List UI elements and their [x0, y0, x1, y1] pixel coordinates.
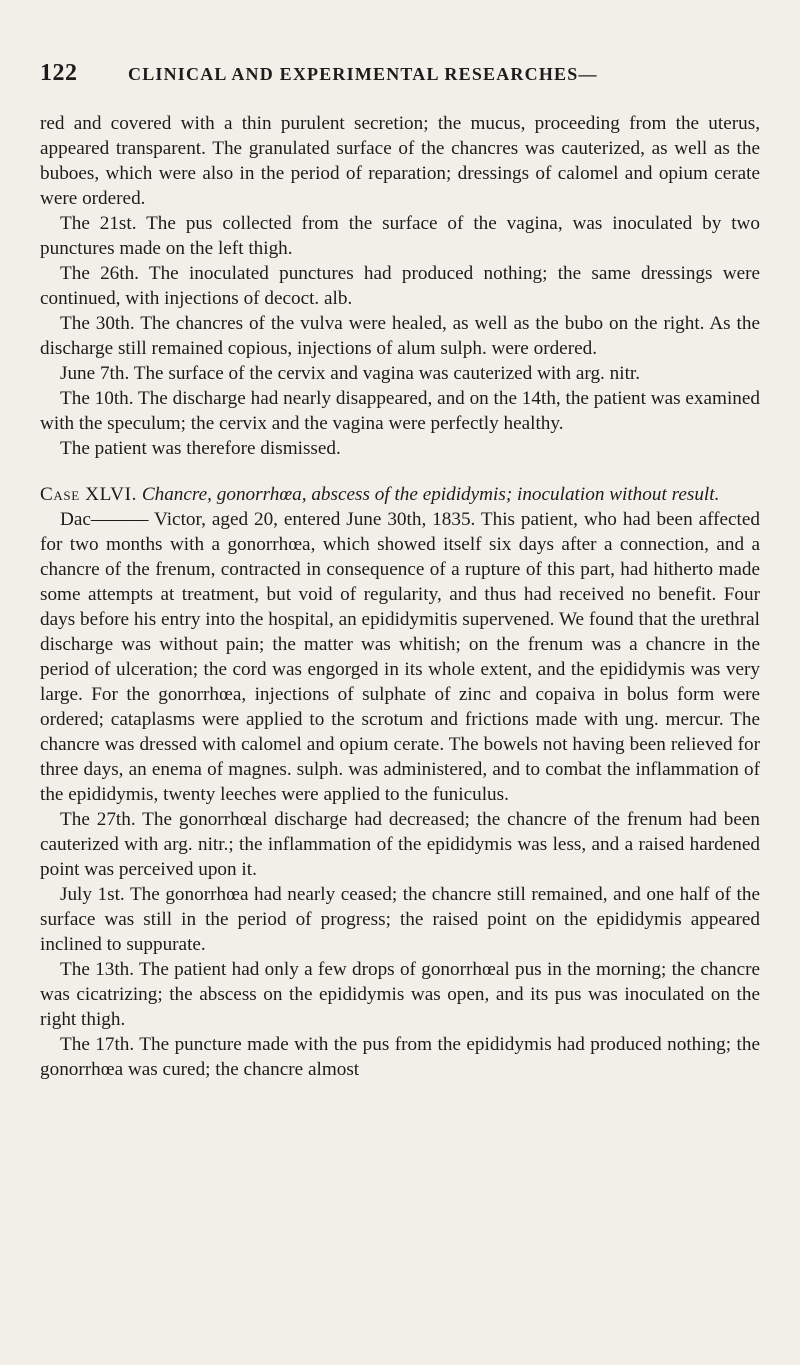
paragraph-21st: The 21st. The pus collected from the surface of the vagina, was inoculated by two punctures made on the left thigh. — [40, 213, 760, 259]
running-head: CLINICAL AND EXPERIMENTAL RESEARCHES— — [128, 64, 598, 84]
case-paragraph-intro: Dac——— Victor, aged 20, entered June 30th, 1835. This patient, who had been affected for two months with a gonorrhœa, which showed itself six days after a connection, and a chancre of the frenum, contracted in consequence of a rupture of this part, had hitherto made some attempts at treatment, but void of regularity, and thus had received no benefit. Four days before his entry into the hospital, an epididymitis supervened. We found that the urethral discharge was without pain; the matter was whitish; on the frenum was a chancre in the period of ulceration; the cord was engorged in its whole extent, and the epididymis was very large. For the gonorrhœa, injections of sulphate of zinc and copaiva in bolus form were ordered; cataplasms were applied to the scrotum and frictions made with ung. mercur. The chancre was dressed with calomel and opium cerate. The bowels not having been relieved for three days, an enema of magnes. sulph. was administered, and to combat the inflammation of the epididymis, twenty leeches were applied to the funiculus. — [40, 509, 760, 805]
page-number: 122 — [40, 60, 78, 86]
paragraph-continuation: red and covered with a thin purulent secretion; the mucus, proceeding from the uterus, appeared transparent. The granulated surface of the chancres was cauterized, as well as the buboes, which were also in the period of reparation; dressings of calomel and opium cerate were ordered. — [40, 113, 760, 209]
case-paragraph-july-1st: July 1st. The gonorrhœa had nearly ceased; the chancre still remained, and one half of the surface was still in the period of progress; the raised point on the epididymis appeared inclined to suppurate. — [40, 884, 760, 955]
paragraph-26th: The 26th. The inoculated punctures had produced nothing; the same dressings were continued, with injections of decoct. alb. — [40, 263, 760, 309]
paragraph-dismissed: The patient was therefore dismissed. — [60, 438, 341, 459]
case-paragraph-27th: The 27th. The gonorrhœal discharge had decreased; the chancre of the frenum had been cauterized with arg. nitr.; the inflammation of the epididymis was less, and a raised hardened point was perceived upon it. — [40, 809, 760, 880]
paragraph-june-7th: June 7th. The surface of the cervix and vagina was cauterized with arg. nitr. — [60, 363, 641, 384]
case-heading — [40, 482, 760, 507]
case-label: Case XLVI. — [40, 484, 138, 505]
body-text — [40, 111, 760, 1082]
page-header — [40, 60, 760, 94]
paragraph-30th: The 30th. The chancres of the vulva were healed, as well as the bubo on the right. As the discharge still remained copious, injections of alum sulph. were ordered. — [40, 313, 760, 359]
case-paragraph-17th: The 17th. The puncture made with the pus from the epididymis had produced nothing; the gonorrhœa was cured; the chancre almost — [40, 1034, 760, 1080]
paragraph-10th: The 10th. The discharge had nearly disappeared, and on the 14th, the patient was examined with the speculum; the cervix and the vagina were perfectly healthy. — [40, 388, 760, 434]
case-title: Chancre, gonorrhœa, abscess of the epididymis; inoculation without result. — [141, 484, 720, 505]
case-paragraph-13th: The 13th. The patient had only a few drops of gonorrhœal pus in the morning; the chancre was cicatrizing; the abscess on the epididymis was open, and its pus was inoculated on the right thigh. — [40, 959, 760, 1030]
